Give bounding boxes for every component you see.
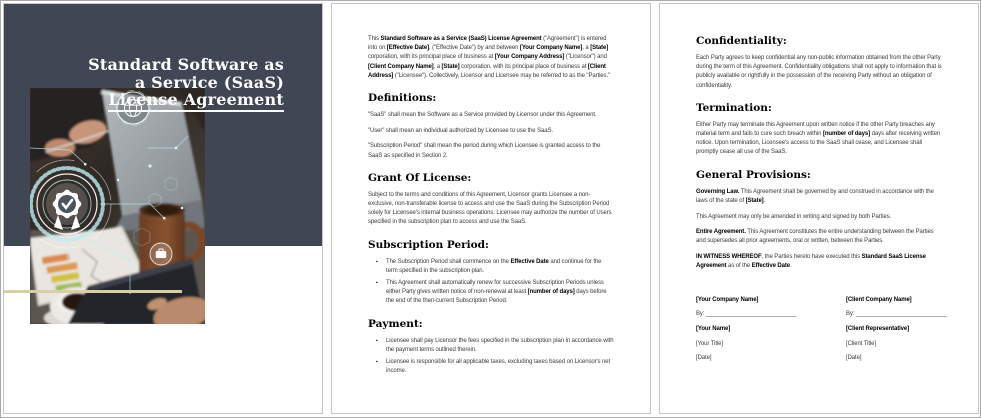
agreement-page-2 (659, 3, 979, 414)
briefcase-icon (150, 243, 172, 265)
licensee-date: [Date] (846, 355, 862, 362)
cover-photo-illustration (30, 88, 205, 324)
entire-agreement-paragraph: Entire Agreement. This Agreement constitutes the entire understanding between the Parties and supersedes all prior agreements, oral or written, between the Parties. (696, 229, 934, 245)
cover-title-line-3: License Agreement (108, 91, 284, 112)
cover-title (88, 56, 284, 112)
payment-bullets (368, 337, 614, 377)
agreement-page-1 (331, 3, 651, 414)
licensee-by-line: By: ____________________________ (846, 311, 947, 318)
governing-law-paragraph: Governing Law. This Agreement shall be governed by and construed in accordance with the laws of the state of [State]. (696, 188, 934, 204)
licensee-title: [Client Title] (846, 340, 876, 347)
heading-definitions: Definitions: (368, 92, 437, 105)
bullet-item: ▪ This Agreement shall automatically renew for successive Subscription Periods unless either Party gives written notice of non-renewal at least [number of days] days before the end of the then-current Subscription Period. (386, 279, 614, 307)
heading-grant-of-license: Grant Of License: (368, 171, 472, 184)
cover-title-line-1: Standard Software as (88, 55, 284, 74)
amendment-paragraph: This Agreement may only be amended in writing and signed by both Parties. (696, 213, 892, 220)
cover-photo (30, 88, 205, 324)
licensor-title: [Your Title] (696, 340, 723, 347)
licensor-name: [Your Name] (696, 325, 731, 332)
heading-confidentiality: Confidentiality: (696, 35, 787, 47)
bullet-item: ▪ Licensee is responsible for all applicable taxes, excluding taxes based on Licensor's net income. (386, 358, 614, 376)
heading-general-provisions: General Provisions: (696, 168, 811, 181)
grant-paragraph: Subject to the terms and conditions of this Agreement, Licensor grants Licensee a non-exclusive, non-transferable license to access and use the SaaS during the Subscription Period solely for Licensee's internal business operations. Licensee may authorize the number of Users specified in the subscription plan to access and use the SaaS. (368, 191, 612, 226)
licensee-name: [Client Representative] (846, 325, 910, 332)
heading-payment: Payment: (368, 317, 423, 330)
cover-page (3, 3, 323, 414)
intro-paragraph: This Standard Software as a Service (SaaS) License Agreement ("Agreement") is entered into on [Effective Date], ("Effective Date") by and between [Your Company Name], a [State] corporation, with its principal place of business at [Your Company Address] ("Licensor") and [Client Company Name], a [State] corporation, with its principal place of business at [Client Address] ("Licensee"). Collectively, Licensor and Licensee may be referred to as the "Parties." (368, 36, 611, 79)
heading-termination: Termination: (696, 101, 772, 114)
termination-paragraph: Either Party may terminate this Agreement upon written notice if the other Party breaches any material term and fails to cure such breach within [number of days] days after receiving written notice. Upon termination, Licensee's access to the SaaS shall cease, and Licensee shall promptly cease all use of the SaaS. (696, 121, 941, 156)
confidentiality-paragraph: Each Party agrees to keep confidential any non-public information obtained from the other Party during the term of this Agreement. Confidentiality obligations shall not apply to information that is publicly available or rightfully in the possession of the receiving Party without an obligation of confidentiality. (696, 55, 942, 89)
bullet-item: ▪ Licensee shall pay Licensor the fees specified in the subscription plan in accordance with the payment terms outlined therein. (386, 337, 614, 355)
subscription-bullets (368, 258, 614, 307)
definitions-para-subscription: "Subscription Period" shall mean the period during which Licensee is granted access to the SaaS as specified in Section 2. (368, 143, 601, 159)
heading-subscription-period: Subscription Period: (368, 238, 489, 251)
definitions-para-saas: "SaaS" shall mean the Software as a Service provided by Licensor under this Agreement. (368, 112, 597, 119)
licensee-company: [Client Company Name] (846, 296, 912, 303)
accent-line (3, 290, 182, 293)
licensor-by-line: By: ____________________________ (696, 311, 797, 318)
signature-licensor-column (696, 296, 846, 370)
signature-licensee-column (846, 296, 947, 370)
licensor-company: [Your Company Name] (696, 296, 759, 303)
licensor-date: [Date] (696, 355, 712, 362)
signature-block (696, 296, 947, 370)
cover-title-line-2: a Service (SaaS) (134, 72, 284, 92)
page2-body (332, 4, 650, 376)
witness-paragraph: IN WITNESS WHEREOF, the Parties hereto have executed this Standard SaaS License Agreement as of the Effective Date. (696, 254, 926, 270)
definitions-para-user: "User" shall mean an individual authorized by Licensee to use the SaaS. (368, 127, 553, 134)
page3-body (660, 4, 978, 369)
bullet-item: ▪ The Subscription Period shall commence on the Effective Date and continue for the term specified in the subscription plan. (386, 258, 614, 276)
